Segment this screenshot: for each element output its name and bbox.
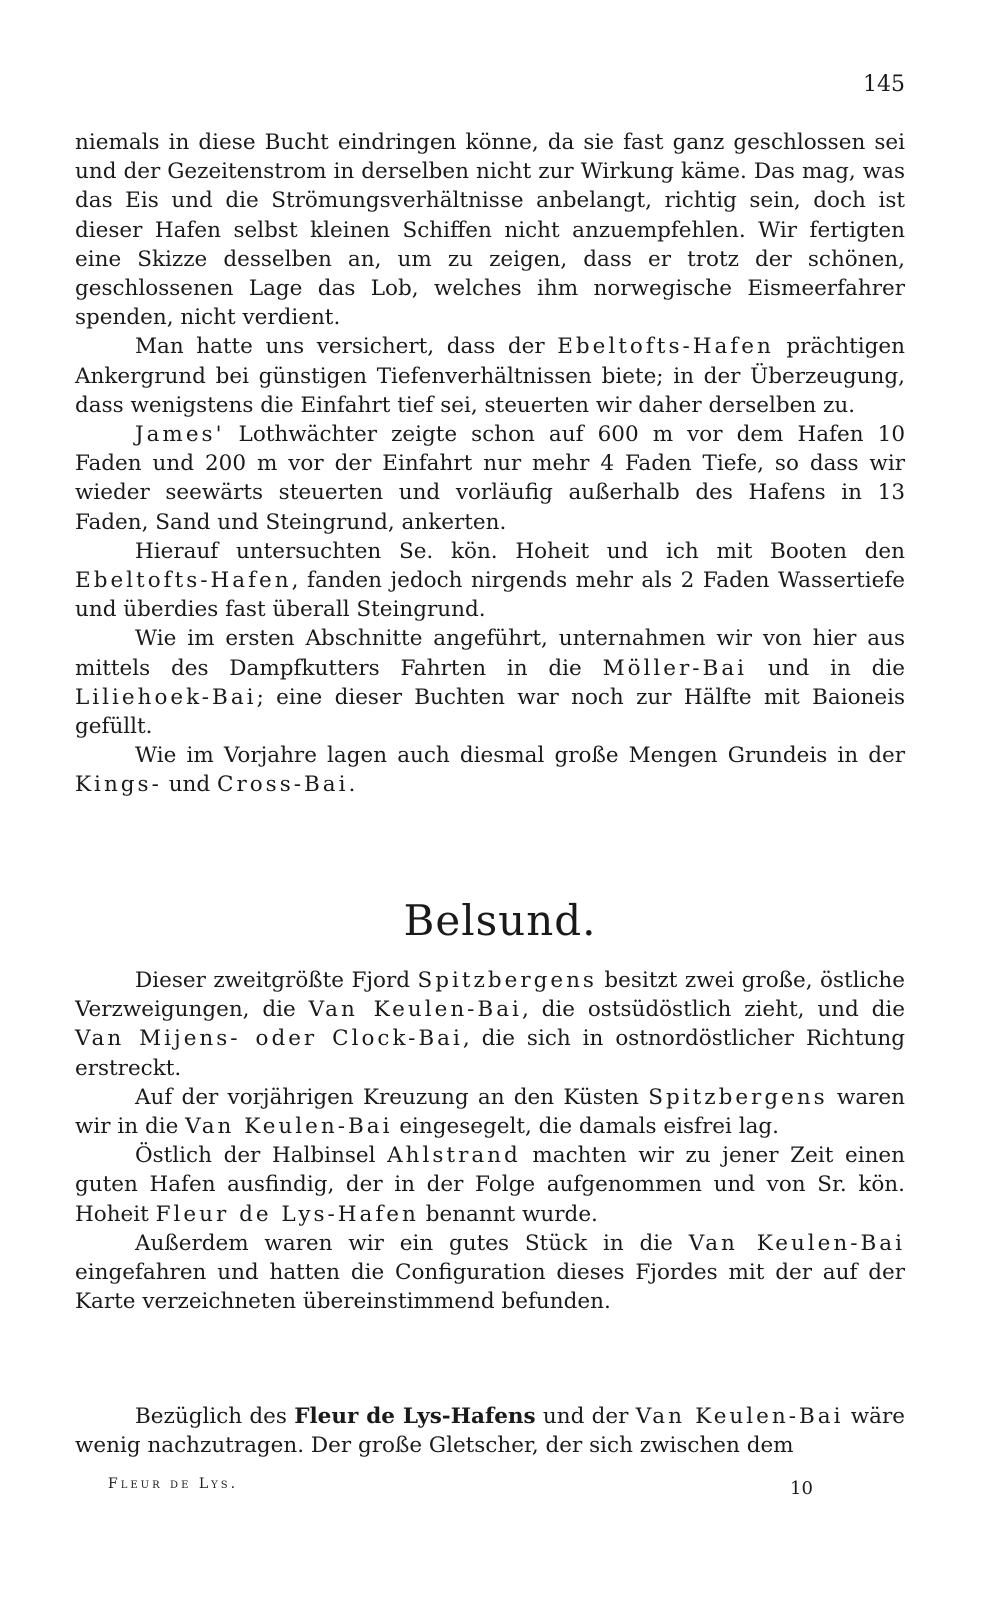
paragraph-text: und der bbox=[535, 1404, 636, 1429]
paragraph-text: Wie im Vorjahre lagen auch diesmal große Mengen Grundeis in der bbox=[135, 743, 905, 769]
place-name: Ebeltofts-Hafen bbox=[557, 334, 774, 360]
place-name: Möller-Bai bbox=[602, 655, 748, 681]
paragraph-text: und bbox=[161, 772, 217, 798]
paragraph-text: Wie im ersten Abschnitte angeführt, unternahmen wir von hier aus mittels des Dampfkutters Fahrten in die bbox=[75, 626, 905, 681]
paragraph-text: waren wir in die bbox=[75, 1084, 905, 1140]
section-heading: Belsund. bbox=[403, 896, 597, 945]
paragraph-text: Man hatte uns versichert, dass der bbox=[135, 334, 558, 360]
paragraph-text: niemals in diese Bucht eindringen könne, da sie fast ganz geschlossen sei und der Gezeitenstrom in derselben nicht zur Wirkung käme. Das mag, was das Eis und die Strömungsverhältnisse anbelangt, richtig sein, doch ist dieser Hafen selbst kleinen Schiffen nicht anzuempfehlen. Wir fertigten eine Skizze desselben an, um zu zeigen, dass er trotz der schönen, geschlossenen Lage das Lob, welches ihm norwegische Eismeerfahrer spenden, nicht verdient. bbox=[75, 130, 905, 331]
place-name: Fleur de Lys-Hafens bbox=[294, 1404, 536, 1429]
signature-footer: Fleur de Lys. bbox=[108, 1476, 239, 1492]
place-name: Spitzbergens bbox=[417, 968, 597, 993]
paragraph bbox=[75, 741, 905, 799]
paragraph-text: prächtigen Ankergrund bei günstigen Tiefenverhältnissen biete; in der Überzeugung, dass wenigstens die Einfahrt tief sei, steuerten wir daher derselben zu. bbox=[75, 334, 905, 418]
paragraph-text: Dieser zweitgrößte Fjord bbox=[135, 968, 418, 993]
place-name: Van Keulen-Bai bbox=[308, 997, 522, 1023]
paragraph-text: eingesegelt, die damals eisfrei lag. bbox=[392, 1114, 780, 1140]
person-name: James' bbox=[135, 422, 225, 448]
place-name: Cross-Bai bbox=[217, 772, 349, 798]
place-name: Fleur de Lys-Hafen bbox=[155, 1201, 419, 1227]
text-block-3 bbox=[75, 1402, 905, 1460]
paragraph-text: Bezüglich des bbox=[135, 1404, 295, 1429]
signature-number: 10 bbox=[790, 1478, 813, 1499]
paragraph-text: , die ostsüdöstlich zieht, und die bbox=[521, 997, 905, 1023]
paragraph-text: und in die bbox=[747, 655, 905, 681]
place-name: Kings- bbox=[75, 772, 162, 798]
paragraph-text: ; eine dieser Buchten war noch zur Hälfte mit Baioneis gefüllt. bbox=[75, 684, 905, 740]
paragraph-text: , fanden jedoch nirgends mehr als 2 Faden Wassertiefe und überdies fast überall Steingrund. bbox=[75, 568, 905, 623]
paragraph-text: eingefahren und hatten die Configuration dieses Fjordes mit der auf der Karte verzeichneten übereinstimmend befunden. bbox=[75, 1260, 905, 1315]
paragraph-text: Lothwächter zeigte schon auf 600 m vor dem Hafen 10 Faden und 200 m vor der Einfahrt nur mehr 4 Faden Tiefe, so dass wir wieder seewärts steuerten und vorläufig außerhalb des Hafens in 13 Faden, Sand und Steingrund, ankerten. bbox=[75, 422, 905, 535]
paragraph bbox=[75, 537, 905, 625]
paragraph-text: Hierauf untersuchten Se. kön. Hoheit und ich mit Booten den bbox=[135, 538, 905, 564]
place-name: Spitzbergens bbox=[648, 1084, 828, 1110]
paragraph-text: Östlich der Halbinsel bbox=[135, 1143, 388, 1169]
paragraph bbox=[75, 966, 905, 1083]
paragraph bbox=[75, 420, 905, 537]
paragraph-text: besitzt zwei große, östliche Verzweigungen, die bbox=[75, 968, 906, 1023]
place-name: Van Keulen-Bai bbox=[185, 1114, 393, 1140]
paragraph bbox=[75, 624, 905, 741]
paragraph-text: . bbox=[348, 772, 356, 798]
paragraph-text: wäre wenig nachzutragen. Der große Gletscher, der sich zwischen dem bbox=[75, 1404, 905, 1459]
text-block-2 bbox=[75, 966, 905, 1316]
place-name: Liliehoek-Bai bbox=[75, 684, 257, 710]
text-block-1 bbox=[75, 128, 905, 800]
paragraph-text: machten wir zu jener Zeit einen guten Hafen ausfindig, der in der Folge aufgenommen und von Sr. kön. Hoheit bbox=[75, 1143, 905, 1227]
place-name: Ahlstrand bbox=[387, 1143, 521, 1169]
paragraph bbox=[75, 1229, 905, 1317]
paragraph-text: Auf der vorjährigen Kreuzung an den Küsten bbox=[135, 1084, 649, 1110]
paragraph bbox=[75, 1402, 905, 1460]
place-name: Van Keulen-Bai bbox=[688, 1230, 905, 1256]
paragraph bbox=[75, 128, 905, 332]
paragraph bbox=[75, 1141, 905, 1229]
page-number: 145 bbox=[863, 72, 905, 97]
paragraph-text: , die sich in ostnordöstlicher Richtung erstreckt. bbox=[75, 1026, 905, 1081]
place-name: Van Keulen-Bai bbox=[635, 1404, 844, 1429]
paragraph-text: benannt wurde. bbox=[418, 1201, 598, 1227]
place-name: Ebeltofts-Hafen bbox=[75, 568, 292, 594]
paragraph bbox=[75, 1083, 905, 1141]
paragraph-text: Außerdem waren wir ein gutes Stück in die bbox=[135, 1230, 689, 1256]
place-name: Van Mijens- oder Clock-Bai bbox=[75, 1026, 463, 1052]
paragraph bbox=[75, 332, 905, 420]
